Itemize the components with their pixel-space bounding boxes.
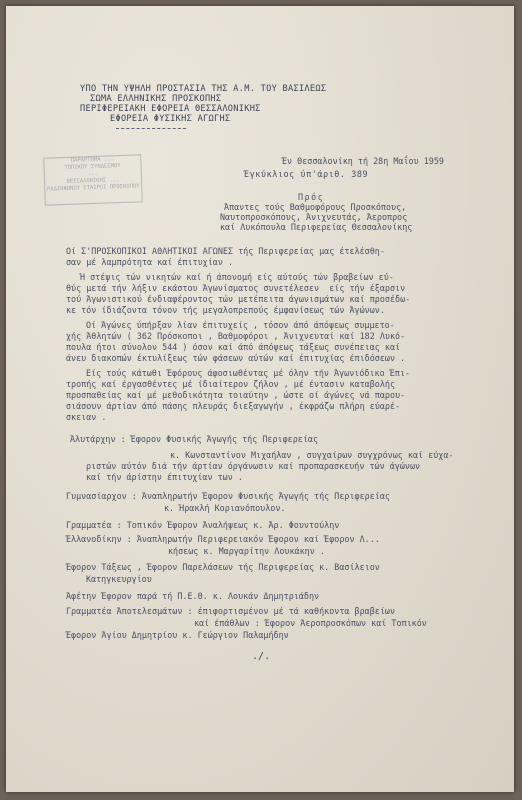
assignment-line-11: Κατηγκευργίου: [86, 574, 152, 584]
body-line-4: θύς μετά τήν λήξιν εκάστου Άγωνίσματος συνετέλεσεν είς τήν έξαρσιν: [66, 283, 406, 293]
letterhead-line-1: ΥΠΟ ΤΗΝ ΥΨΗΛΗ ΠΡΟΣΤΑΣΙΑ ΤΗΣ Α.Μ. ΤΟΥ ΒΑΣΙΛΕΩΣ: [80, 84, 327, 94]
assignment-line-7: Γραμματέα : Τοπικόν Έφορον Άναλήψεως κ. Άρ. Φουντούλην: [66, 520, 340, 530]
letterhead-line-2: ΣΩΜΑ ΕΛΛΗΝΙΚΗΣ ΠΡΟΣΚΟΠΗΣ: [90, 94, 222, 104]
office-stamp: [43, 154, 143, 205]
circular-number: Έγκύκλιος ύπ'άριθ. 389: [244, 169, 369, 179]
body-line-11: Είς τούς κάτωθι Έφόρους άφοσιωθέντας μέ όλην τήν Άγωνιόδικο Έπι-: [86, 368, 410, 378]
assignment-line-2: κ. Κωνσταντίνον Μιχαήλαν , συγχαίρων συγχρόνως καί εύχα-: [170, 450, 454, 460]
body-line-6: κε τόν ίδιάζοντα τόνον τής μεγαλοπρεπούς έμφανίσεως τών Άγώνων.: [66, 305, 385, 315]
body-line-10: άνευ διακοπών έκτυλίξεως τών φάσεων αύτών καί έπιτυχίας έπιδόσεων .: [66, 353, 406, 363]
body-line-15: σκειαν .: [66, 412, 107, 422]
body-line-2: σαν μέ λαμπρότητα καί έπιτυχίαν .: [66, 257, 234, 267]
document-page: [6, 6, 514, 792]
assignment-line-8: Έλλανοδίκην : Άναπληρωτήν Περιφερειακόν Έφορον καί Έφορον Λ...: [66, 534, 380, 544]
stamp-line-2: ΤΟΠΙΚΟΥ ΣΥΝΔΕΣΜΟΥ: [64, 163, 121, 171]
letterhead-line-3: ΠΕΡΙΦΕΡΕΙΑΚΗ ΕΦΟΡΕΙΑ ΘΕΣΣΑΛΟΝΙΚΗΣ: [80, 104, 261, 114]
stamp-line-5: ΡΑΔΙΟΦΩΝΟΥ ΕΤΑΙΡΟΙ ΠΡΟΣΚΟΠΟΥ: [46, 183, 140, 193]
letterhead-divider: [116, 128, 186, 129]
recipients-pros: Πρός: [298, 192, 325, 202]
stamp-line-4: ΘΕΣΣΑΛΟΝΙΚΗΣ ...: [66, 177, 120, 185]
assignment-line-4: καί τήν άρίστην έπιτυχίαν των .: [86, 472, 243, 482]
letterhead-line-4: ΕΦΟΡΕΙΑ ΦΥΣΙΚΗΣ ΑΓΩΓΗΣ: [110, 114, 231, 124]
assignment-line-5: Γυμνασίαρχον : Άναπληρωτήν Έφορον Φυσικής Άγωγής τής Περιφερείας: [66, 491, 390, 501]
recipients-line-2: Ναυτοπροσκόπους, Άνιχνευτάς, Άεροπρος: [220, 212, 408, 222]
assignment-line-6: κ. Ήρακλή Κοριανόπουλον.: [164, 503, 286, 513]
date-line: Έν Θεσσαλονίκη τή 28η Μαΐου 1959: [282, 156, 444, 166]
assignment-line-3: ριστών αύτόν διά τήν άρτίαν όργάνωσιν καί προπαρασκευήν τών άγώνων: [86, 461, 421, 471]
assignment-line-12: Άφέτην Έφορον παρά τή Π.Ε.Θ. κ. Λουκάν Δημητριάδην: [66, 591, 320, 601]
recipients-line-1: Άπαντες τούς Βαθμοφόρους Προσκόπους,: [224, 202, 407, 212]
body-line-5: τού Άγωνιστικού ένδιαφέροντος τών μετέπειτα άγωνισμάτων καί προσέδω-: [66, 294, 411, 304]
stamp-line-3: ...: [87, 170, 98, 178]
recipients-line-3: καί Λυκόπουλα Περιφερείας Θεσσαλονίκης: [220, 222, 413, 232]
assignment-line-9: κήσεως κ. Μαργαρίτην Λουκάκην .: [168, 546, 325, 556]
body-line-9: πουλα ήτοι σύνολον 544 ) όσον καί άπό άπόψεως τάξεως συνέπειας καί: [66, 342, 401, 352]
body-line-14: σιάσουν άρτίαν άπό πάσης πλευράς διεξαγωγήν , έκφράζω πλήρη εύαρέ-: [66, 401, 401, 411]
continuation-mark: ./.: [252, 651, 271, 662]
assignment-line-1: Άλυτάρχην : Έφορον Φυσικής Άγωγής τής Περιφερείας: [70, 434, 319, 444]
assignment-line-14: καί έπάθλων : Έφορον Άεροπροσκόπων καί Τοπικόν: [194, 618, 427, 628]
body-line-13: προσπαθείας καί μέ μεθοδικότητα τοιαύτην , ώστε οί άγώνες νά παρου-: [66, 390, 406, 400]
assignment-line-13: Γραμματέα Άποτελεσμάτων : έπιφορτισμένον μέ τά καθήκοντα βραβείων: [66, 606, 396, 616]
body-line-8: χής Άθλητών ( 362 Πρόσκοποι , Βαθμοφόροι , Άνιχνευταί καί 182 Λυκό-: [66, 331, 406, 341]
assignment-line-15: Έφορον Άγίου Δημητρίου κ. Γεώργιον Παλαμήδην: [66, 630, 289, 640]
body-line-1: Οί Σ'ΠΡΟΣΚΟΠΙΚΟΙ ΑΘΛΗΤΙΚΟΙ ΑΓΩΝΕΣ τής Περιφερείας μας έτελέσθη-: [66, 246, 385, 256]
body-line-12: τροπής καί έργασθέντες μέ ίδιαίτερον ζήλον , μέ έντασιν καταβολής: [66, 379, 396, 389]
body-line-3: Ή στέψις τών νικητών καί ή άπονομή είς αύτούς τών βραβείων εύ-: [80, 272, 394, 282]
body-line-7: Οί Άγώνες ύπήρξαν λίαν έπιτυχείς , τόσον άπό άπόψεως συμμετο-: [86, 320, 395, 330]
stamp-line-1: ΠΑΡΑΡΤΗΜΑ ...: [70, 156, 114, 164]
assignment-line-10: Έφορον Τάξεως , Έφορον Παρελάσεων τής Περιφερείας κ. Βασίλειον: [66, 562, 380, 572]
